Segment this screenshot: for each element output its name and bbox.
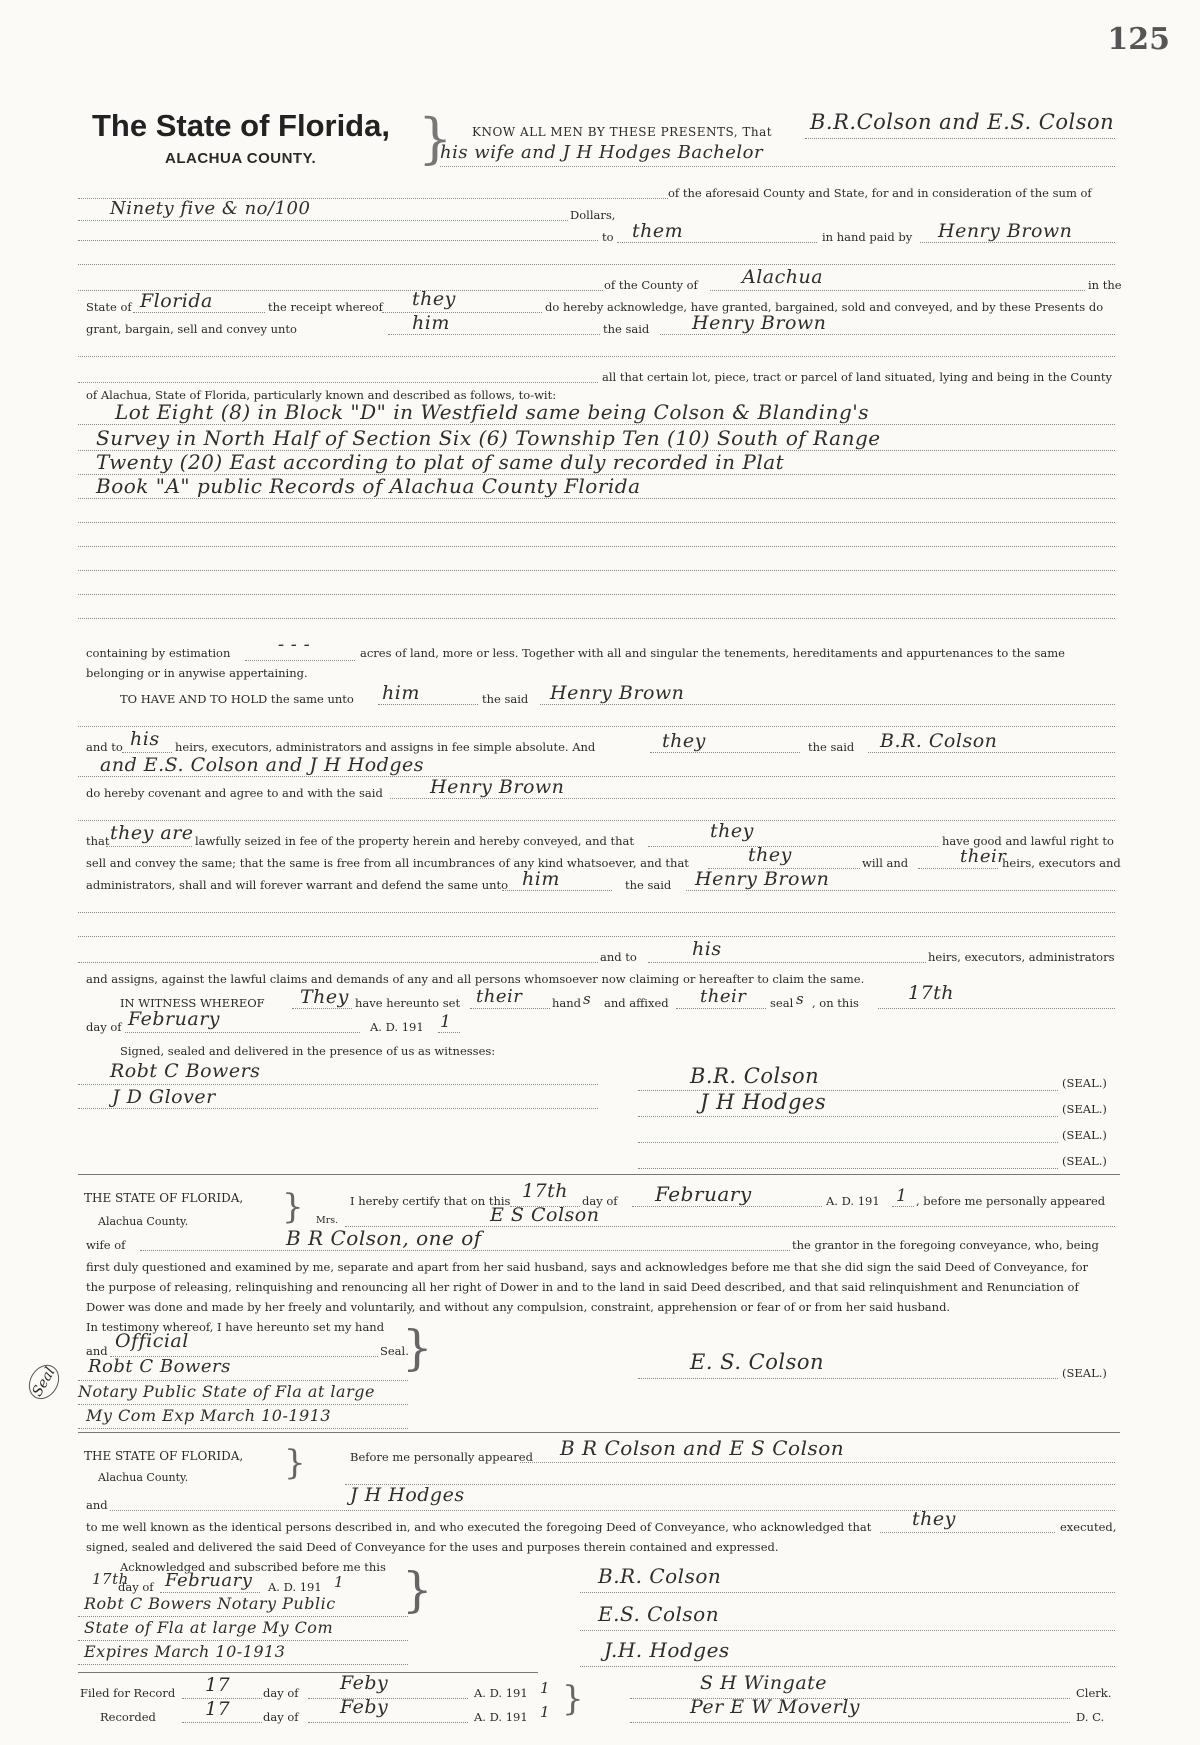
dotted-line bbox=[78, 1640, 408, 1641]
dower-seal-end: (SEAL.) bbox=[1062, 1366, 1107, 1380]
filed-label: Filed for Record bbox=[80, 1686, 176, 1700]
dotted-line bbox=[78, 498, 1115, 499]
dotted-line bbox=[540, 704, 1115, 705]
ack-sig2: E.S. Colson bbox=[598, 1602, 720, 1626]
dotted-line bbox=[630, 1722, 1070, 1723]
notary-brace: } bbox=[402, 1320, 433, 1376]
dotted-line bbox=[160, 1592, 260, 1593]
grant-value: him bbox=[412, 312, 450, 334]
husband-value: B R Colson, one of bbox=[286, 1226, 482, 1250]
ack-notary3: Expires March 10-1913 bbox=[84, 1642, 286, 1661]
dotted-line bbox=[918, 868, 998, 869]
dower-and-label: and bbox=[86, 1344, 108, 1358]
ack-text: do hereby acknowledge, have granted, bargained, sold and conveyed, and by these Presents do bbox=[545, 300, 1104, 314]
dotted-line bbox=[580, 1630, 1115, 1631]
assigns-text: and assigns, against the lawful claims and demands of any and all persons whomsoever now claiming or hereafter to claim the same. bbox=[86, 972, 865, 986]
situated-text: all that certain lot, piece, tract or parcel of land situated, lying and being in the County bbox=[602, 370, 1113, 384]
desc-line2: Survey in North Half of Section Six (6) Township Ten (10) South of Range bbox=[96, 426, 881, 450]
dotted-line bbox=[78, 424, 1115, 425]
notary-seal-stamp: Seal bbox=[23, 1359, 65, 1404]
admin-said-value: Henry Brown bbox=[695, 868, 830, 890]
set-text: have hereunto set bbox=[355, 996, 461, 1010]
dotted-line bbox=[78, 1616, 408, 1617]
dotted-line bbox=[632, 1206, 822, 1207]
dotted-line bbox=[638, 1168, 1058, 1169]
grantors-line1: B.R.Colson and E.S. Colson bbox=[810, 110, 1115, 134]
dower-day-value: 17th bbox=[522, 1180, 569, 1202]
ack-year-digit: 1 bbox=[334, 1573, 345, 1591]
ack-day-value: 17th bbox=[92, 1570, 129, 1588]
ack-month-value: February bbox=[165, 1570, 253, 1591]
ack-day-of: day of bbox=[118, 1580, 154, 1594]
dotted-line bbox=[78, 220, 568, 221]
dotted-line bbox=[245, 660, 355, 661]
belonging-text: belonging or in anywise appertaining. bbox=[86, 666, 308, 680]
ack-names-value: B R Colson and E S Colson bbox=[560, 1436, 845, 1460]
appeared-text: , before me personally appeared bbox=[916, 1194, 1106, 1208]
dower-brace: } bbox=[282, 1187, 304, 1227]
dower-notary1: Robt C Bowers bbox=[88, 1356, 231, 1377]
seal-label-2: (SEAL.) bbox=[1062, 1102, 1107, 1116]
dotted-line bbox=[78, 546, 1115, 547]
recorded-label: Recorded bbox=[100, 1710, 156, 1724]
receipt-value: they bbox=[412, 288, 456, 310]
seized-text: lawfully seized in fee of the property herein and hereby conveyed, and that bbox=[195, 834, 635, 848]
covenant-label: do hereby covenant and agree to and with the said bbox=[86, 786, 383, 800]
executed-text: executed, bbox=[1060, 1520, 1117, 1534]
state-label: State of bbox=[86, 300, 132, 314]
filed-day-of: day of bbox=[263, 1686, 299, 1700]
ack-they-value: they bbox=[912, 1508, 956, 1530]
dotted-line bbox=[880, 1532, 1055, 1533]
heirs-text2: heirs, executors, administrators bbox=[928, 950, 1115, 964]
acres-value: - - - bbox=[278, 634, 311, 655]
dotted-line bbox=[638, 1116, 1058, 1117]
known-text: to me well known as the identical persons described in, and who executed the foregoing Deed of Conveyance, who acknowledged that bbox=[86, 1520, 872, 1534]
before-text: Before me personally appeared bbox=[350, 1450, 533, 1464]
signer1-name: B.R. Colson bbox=[690, 1064, 820, 1088]
ack-state: THE STATE OF FLORIDA, bbox=[84, 1449, 244, 1463]
witness-their-value: their bbox=[476, 986, 523, 1007]
dotted-line bbox=[686, 890, 1115, 891]
dotted-line bbox=[78, 1380, 408, 1381]
wife-of-label: wife of bbox=[86, 1238, 126, 1252]
and-to-label: and to bbox=[86, 740, 123, 754]
recorded-ad: A. D. 191 bbox=[474, 1710, 528, 1724]
dotted-line bbox=[676, 1008, 766, 1009]
dotted-line bbox=[638, 1378, 1058, 1379]
dotted-line bbox=[580, 1592, 1115, 1593]
grantor-value1: B.R. Colson bbox=[880, 730, 998, 752]
dotted-line bbox=[378, 704, 478, 705]
section-rule bbox=[78, 1432, 1120, 1433]
witness-year-digit: 1 bbox=[440, 1012, 452, 1032]
dower-notary2: Notary Public State of Fla at large bbox=[78, 1382, 375, 1401]
dotted-line bbox=[140, 1250, 790, 1251]
desc-line3: Twenty (20) East according to plat of same duly recorded in Plat bbox=[96, 450, 785, 474]
dotted-line bbox=[892, 1206, 914, 1207]
dotted-line bbox=[78, 356, 1115, 357]
recorded-day-of: day of bbox=[263, 1710, 299, 1724]
dotted-line bbox=[78, 264, 1115, 265]
dotted-line bbox=[182, 1722, 262, 1723]
dotted-line bbox=[438, 1032, 460, 1033]
ack-notary-brace: } bbox=[402, 1562, 433, 1618]
dotted-line bbox=[78, 1108, 598, 1109]
clerk-label: Clerk. bbox=[1076, 1686, 1112, 1700]
dotted-line bbox=[106, 846, 192, 847]
witness-they-value: They bbox=[300, 986, 349, 1008]
certify-text: I hereby certify that on this bbox=[350, 1194, 511, 1208]
habendum-unto-value: him bbox=[382, 682, 420, 704]
dotted-line bbox=[78, 1664, 408, 1665]
desc-line1: Lot Eight (8) in Block "D" in Westfield same being Colson & Blanding's bbox=[115, 400, 870, 424]
section-rule bbox=[78, 1174, 1120, 1175]
dower-seal-label: Seal. bbox=[380, 1344, 409, 1358]
testimony-text: In testimony whereof, I have hereunto set my hand bbox=[86, 1320, 385, 1334]
grantor-text: the grantor in the foregoing conveyance, who, being bbox=[792, 1238, 1099, 1252]
dotted-line bbox=[390, 798, 1115, 799]
dower-county: Alachua County. bbox=[98, 1215, 189, 1228]
dower-para2: the purpose of releasing, relinquishing and renouncing all her right of Dower in and to the land in said Deed described, and that said relinquishment and Renunciation of bbox=[86, 1280, 1079, 1294]
habendum-label: TO HAVE AND TO HOLD the same unto bbox=[120, 692, 354, 706]
said-value: Henry Brown bbox=[692, 312, 827, 334]
in-witness-label: IN WITNESS WHEREOF bbox=[120, 996, 265, 1010]
county-value: Alachua bbox=[742, 266, 824, 288]
dotted-line bbox=[292, 1008, 352, 1009]
dotted-line bbox=[78, 936, 1115, 937]
consideration-pre: of the aforesaid County and State, for and in consideration of the sum of bbox=[668, 186, 1092, 200]
dotted-line bbox=[878, 1008, 1115, 1009]
acres-text: acres of land, more or less. Together with all and singular the tenements, hereditaments and appurtenances to the same bbox=[360, 646, 1065, 660]
dotted-line bbox=[78, 726, 1115, 727]
habendum-the-said: the said bbox=[808, 740, 855, 754]
receipt-label: the receipt whereof bbox=[268, 300, 383, 314]
page-number: 125 bbox=[1107, 22, 1170, 57]
dotted-line bbox=[78, 820, 1115, 821]
hand-suffix: s bbox=[583, 990, 592, 1008]
dotted-line bbox=[78, 570, 1115, 571]
grantor-value2: and E.S. Colson and J H Hodges bbox=[100, 754, 424, 776]
signer2-name: J H Hodges bbox=[700, 1090, 827, 1114]
heirs-text: heirs, executors, administrators and assigns in fee simple absolute. And bbox=[175, 740, 596, 754]
official-value: Official bbox=[115, 1330, 189, 1352]
dotted-line bbox=[650, 752, 800, 753]
covenants-they-value2: they bbox=[748, 844, 792, 866]
recorded-month: Feby bbox=[340, 1696, 389, 1718]
hand-text: hand bbox=[552, 996, 582, 1010]
dotted-line bbox=[133, 312, 265, 313]
dotted-line bbox=[660, 334, 1115, 335]
dotted-line bbox=[78, 776, 1115, 777]
ack-sig1: B.R. Colson bbox=[598, 1564, 722, 1588]
ack-brace: } bbox=[284, 1443, 306, 1483]
dotted-line bbox=[78, 594, 1115, 595]
dotted-line bbox=[78, 382, 598, 383]
dotted-line bbox=[648, 962, 926, 963]
dower-year-digit: 1 bbox=[896, 1186, 908, 1206]
filing-rule bbox=[78, 1672, 538, 1673]
mrs-label: Mrs. bbox=[316, 1215, 339, 1226]
grant-label: grant, bargain, sell and convey unto bbox=[86, 322, 297, 336]
recorded-day: 17 bbox=[205, 1698, 231, 1720]
and-they-value: they bbox=[662, 730, 706, 752]
containing-label: containing by estimation bbox=[86, 646, 231, 660]
dc-value: Per E W Moverly bbox=[690, 1696, 861, 1718]
said-label: the said bbox=[603, 322, 650, 336]
signed-text: Signed, sealed and delivered in the presence of us as witnesses: bbox=[120, 1044, 496, 1058]
paid-by-label: in hand paid by bbox=[822, 230, 913, 244]
dower-para1: first duly questioned and examined by me, separate and apart from her said husband, says and acknowledges before me that she did sign the said Deed of Conveyance, for bbox=[86, 1260, 1089, 1274]
grantors-line2: his wife and J H Hodges Bachelor bbox=[440, 142, 764, 163]
witness-day-of: day of bbox=[86, 1020, 122, 1034]
sell-text: sell and convey the same; that the same is free from all incumbrances of any kind whatsoever, and that bbox=[86, 856, 689, 870]
witness-day-value: 17th bbox=[908, 982, 955, 1004]
dower-state: THE STATE OF FLORIDA, bbox=[84, 1191, 244, 1205]
dotted-line bbox=[440, 166, 1115, 167]
admin-text: administrators, shall and will forever warrant and defend the same unto bbox=[86, 878, 509, 892]
on-this-text: , on this bbox=[812, 996, 859, 1010]
ack-ad: A. D. 191 bbox=[268, 1580, 322, 1594]
ack-notary2: State of Fla at large My Com bbox=[84, 1618, 334, 1637]
ack-name2-value: J H Hodges bbox=[350, 1484, 465, 1506]
they-are-value: they are bbox=[110, 822, 194, 844]
dotted-line bbox=[502, 890, 612, 891]
seal-label-1: (SEAL.) bbox=[1062, 1076, 1107, 1090]
dotted-line bbox=[920, 242, 1115, 243]
witness-ad: A. D. 191 bbox=[370, 1020, 424, 1034]
dotted-line bbox=[78, 240, 598, 241]
dotted-line bbox=[78, 1404, 408, 1405]
filing-brace: } bbox=[562, 1679, 584, 1719]
that-label: that bbox=[86, 834, 110, 848]
to-value: them bbox=[632, 220, 684, 242]
ack-sig3: J.H. Hodges bbox=[604, 1638, 730, 1662]
witness2-name: J D Glover bbox=[112, 1086, 216, 1108]
ack-county: Alachua County. bbox=[98, 1471, 189, 1484]
seal-text: seal bbox=[770, 996, 794, 1010]
dower-signer: E. S. Colson bbox=[690, 1350, 825, 1374]
covenant-value: Henry Brown bbox=[430, 776, 565, 798]
dotted-line bbox=[868, 752, 1115, 753]
ack-and-label: and bbox=[86, 1498, 108, 1512]
witness1-name: Robt C Bowers bbox=[110, 1060, 261, 1082]
good-right-text: have good and lawful right to bbox=[942, 834, 1114, 848]
dotted-line bbox=[805, 138, 1115, 139]
seal-suffix: s bbox=[796, 990, 805, 1008]
ack-signed-text: signed, sealed and delivered the said Deed of Conveyance for the uses and purposes therein contained and expressed. bbox=[86, 1540, 779, 1554]
dotted-line bbox=[638, 1142, 1058, 1143]
will-and-text: will and bbox=[862, 856, 909, 870]
dotted-line bbox=[382, 312, 542, 313]
dower-month-value: February bbox=[655, 1182, 752, 1206]
admin-the-said: the said bbox=[625, 878, 672, 892]
of-alachua-text: of Alachua, State of Florida, particularly known and described as follows, to-wit: bbox=[86, 388, 557, 402]
dotted-line bbox=[580, 1666, 1115, 1667]
filed-year-digit: 1 bbox=[540, 1679, 551, 1697]
paid-by-value: Henry Brown bbox=[938, 220, 1073, 242]
habendum-said-value: Henry Brown bbox=[550, 682, 685, 704]
dotted-line bbox=[520, 1462, 1115, 1463]
intro-text: KNOW ALL MEN BY THESE PRESENTS, That bbox=[472, 125, 773, 139]
county-title: ALACHUA COUNTY. bbox=[165, 150, 317, 167]
dotted-line bbox=[122, 752, 172, 753]
amount-value: Ninety five & no/100 bbox=[110, 198, 311, 219]
habendum-said-label: the said bbox=[482, 692, 529, 706]
seal-label-4: (SEAL.) bbox=[1062, 1154, 1107, 1168]
dotted-line bbox=[78, 962, 598, 963]
dotted-line bbox=[78, 1084, 598, 1085]
covenants-they-value: they bbox=[710, 820, 754, 842]
dotted-line bbox=[125, 1032, 360, 1033]
clerk-value: S H Wingate bbox=[700, 1672, 828, 1694]
county-label: of the County of bbox=[604, 278, 698, 292]
dotted-line bbox=[78, 912, 1115, 913]
dotted-line bbox=[308, 1722, 468, 1723]
dotted-line bbox=[78, 1428, 408, 1429]
dotted-line bbox=[110, 1510, 1115, 1511]
dotted-line bbox=[388, 334, 600, 335]
witness-month-value: February bbox=[128, 1008, 221, 1030]
header-brace: } bbox=[418, 107, 453, 170]
dower-day-of: day of bbox=[582, 1194, 618, 1208]
subscribed-text: Acknowledged and subscribed before me this bbox=[120, 1560, 386, 1574]
filed-ad: A. D. 191 bbox=[474, 1686, 528, 1700]
and-to-value: his bbox=[130, 728, 160, 750]
seal-label-3: (SEAL.) bbox=[1062, 1128, 1107, 1142]
state-title: The State of Florida, bbox=[92, 108, 390, 143]
ack-notary1: Robt C Bowers Notary Public bbox=[84, 1594, 336, 1613]
dower-notary3: My Com Exp March 10-1913 bbox=[86, 1406, 332, 1425]
their-value: their bbox=[960, 846, 1007, 867]
dollars-label: Dollars, bbox=[570, 208, 616, 222]
filed-day: 17 bbox=[205, 1674, 231, 1696]
recorded-year-digit: 1 bbox=[540, 1703, 551, 1721]
dower-para3: Dower was done and made by her freely and voluntarily, and without any compulsion, constraint, apprehension or fear of or from her said husband. bbox=[86, 1300, 951, 1314]
heirs-exec-text: heirs, executors and bbox=[1002, 856, 1121, 870]
dotted-line bbox=[710, 290, 1085, 291]
dotted-line bbox=[78, 618, 1115, 619]
in-the: in the bbox=[1088, 278, 1122, 292]
dotted-line bbox=[470, 1008, 550, 1009]
desc-line4: Book "A" public Records of Alachua County Florida bbox=[96, 474, 641, 498]
state-value: Florida bbox=[140, 290, 213, 312]
dotted-line bbox=[617, 242, 817, 243]
witness-their-value2: their bbox=[700, 986, 747, 1007]
filed-month: Feby bbox=[340, 1672, 389, 1694]
covenants-his-value: his bbox=[692, 938, 722, 960]
mrs-value: E S Colson bbox=[490, 1204, 600, 1226]
to-label: to bbox=[602, 230, 614, 244]
dotted-line bbox=[78, 522, 1115, 523]
admin-him-value: him bbox=[522, 868, 560, 890]
dotted-line bbox=[648, 846, 938, 847]
covenants-and-to: and to bbox=[600, 950, 637, 964]
dower-ad: A. D. 191 bbox=[826, 1194, 880, 1208]
affixed-text: and affixed bbox=[604, 996, 669, 1010]
dc-label: D. C. bbox=[1076, 1710, 1105, 1724]
